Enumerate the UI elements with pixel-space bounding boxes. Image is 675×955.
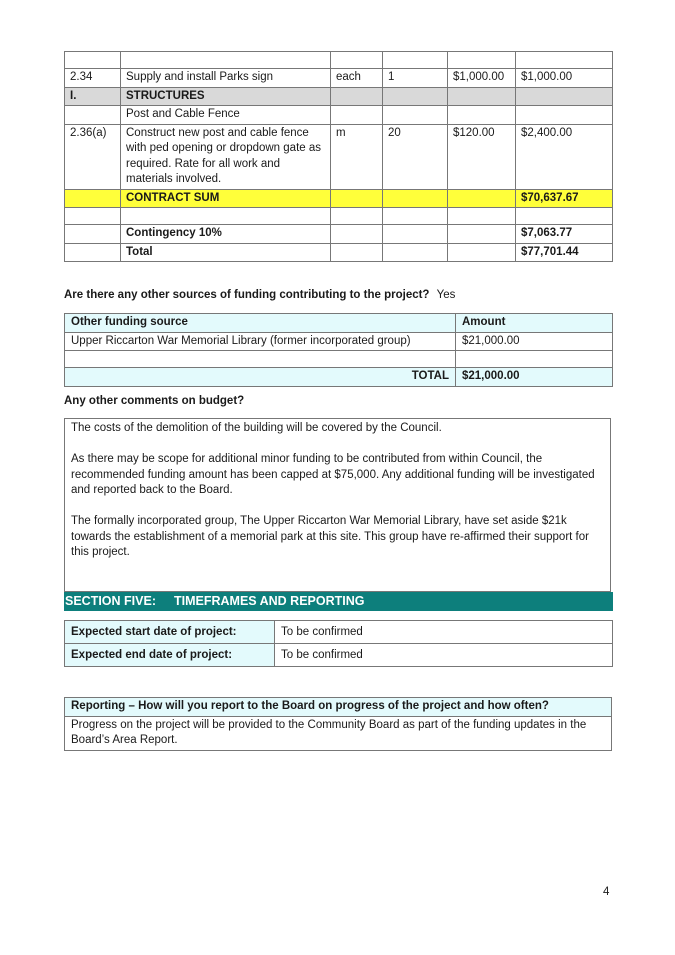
budget-amount-cell: $77,701.44 — [516, 243, 613, 262]
budget-description-cell — [121, 208, 331, 225]
budget-description-cell: Contingency 10% — [121, 225, 331, 244]
budget-quantity-cell — [383, 225, 448, 244]
budget-amount-cell — [516, 87, 613, 106]
budget-quantity-cell: 1 — [383, 69, 448, 88]
start-date-label: Expected start date of project: — [65, 621, 275, 644]
budget-rate-cell: $120.00 — [448, 124, 516, 189]
funding-row — [65, 351, 613, 368]
reporting-question-row — [65, 698, 612, 717]
budget-item-number-cell: I. — [65, 87, 121, 106]
budget-unit-cell: m — [331, 124, 383, 189]
funding-total-label: TOTAL — [65, 368, 456, 387]
budget-amount-cell: $2,400.00 — [516, 124, 613, 189]
budget-quantity-cell — [383, 243, 448, 262]
budget-item-number-cell: 2.34 — [65, 69, 121, 88]
budget-amount-cell: $70,637.67 — [516, 189, 613, 208]
budget-item-number-cell — [65, 106, 121, 125]
end-date-row — [65, 644, 613, 667]
budget-rate-cell — [448, 189, 516, 208]
budget-unit-cell — [331, 225, 383, 244]
budget-item-number-cell: 2.36(a) — [65, 124, 121, 189]
budget-rate-cell — [448, 243, 516, 262]
budget-row — [65, 87, 613, 106]
budget-row — [65, 189, 613, 208]
timeframes-table — [64, 620, 613, 667]
funding-table — [64, 313, 613, 387]
budget-table — [64, 51, 613, 262]
funding-header-row — [65, 314, 613, 333]
budget-rate-cell — [448, 87, 516, 106]
budget-description-cell — [121, 52, 331, 69]
budget-rate-cell — [448, 52, 516, 69]
budget-description-cell: Supply and install Parks sign — [121, 69, 331, 88]
budget-rate-cell — [448, 208, 516, 225]
section-number: SECTION FIVE: — [65, 594, 156, 608]
funding-question-label: Are there any other sources of funding contributing to the project? — [64, 289, 430, 301]
reporting-question: Reporting – How will you report to the Board on progress of the project and how often? — [65, 698, 612, 717]
budget-row — [65, 52, 613, 69]
budget-item-number-cell — [65, 208, 121, 225]
budget-amount-cell — [516, 52, 613, 69]
comment-paragraph: As there may be scope for additional minor funding to be contributed from within Council, the recommended funding amount has been capped at $75,000. Any additional funding will be investigated and reported back to the Board. — [71, 453, 595, 496]
budget-rate-cell — [448, 225, 516, 244]
page-number: 4 — [603, 886, 610, 898]
budget-unit-cell: each — [331, 69, 383, 88]
budget-row — [65, 225, 613, 244]
reporting-table — [64, 697, 612, 751]
budget-amount-cell: $1,000.00 — [516, 69, 613, 88]
budget-row — [65, 208, 613, 225]
budget-unit-cell — [331, 52, 383, 69]
budget-description-cell: Post and Cable Fence — [121, 106, 331, 125]
budget-row — [65, 106, 613, 125]
comments-box — [64, 418, 611, 592]
budget-amount-cell — [516, 106, 613, 125]
funding-total-row — [65, 368, 613, 387]
funding-source-cell: Upper Riccarton War Memorial Library (former incorporated group) — [65, 332, 456, 351]
section-heading — [64, 592, 613, 611]
budget-rate-cell — [448, 106, 516, 125]
budget-quantity-cell — [383, 52, 448, 69]
budget-row — [65, 69, 613, 88]
reporting-answer-row — [65, 716, 612, 750]
start-date-value: To be confirmed — [275, 621, 613, 644]
budget-description-cell: Construct new post and cable fence with ped opening or dropdown gate as required. Rate for all work and materials involved. — [121, 124, 331, 189]
budget-unit-cell — [331, 189, 383, 208]
funding-row — [65, 332, 613, 351]
end-date-value: To be confirmed — [275, 644, 613, 667]
budget-unit-cell — [331, 87, 383, 106]
comment-paragraph: The costs of the demolition of the building will be covered by the Council. — [71, 422, 442, 434]
budget-quantity-cell — [383, 208, 448, 225]
budget-quantity-cell — [383, 189, 448, 208]
budget-rate-cell: $1,000.00 — [448, 69, 516, 88]
section-title: TIMEFRAMES AND REPORTING — [173, 594, 365, 608]
funding-question — [64, 289, 455, 301]
budget-item-number-cell — [65, 225, 121, 244]
funding-amount-cell — [456, 351, 613, 368]
budget-quantity-cell: 20 — [383, 124, 448, 189]
budget-unit-cell — [331, 106, 383, 125]
funding-total-value: $21,000.00 — [456, 368, 613, 387]
comments-question: Any other comments on budget? — [64, 395, 245, 407]
budget-row — [65, 124, 613, 189]
funding-question-answer: Yes — [436, 289, 456, 301]
funding-amount-cell: $21,000.00 — [456, 332, 613, 351]
funding-source-cell — [65, 351, 456, 368]
budget-description-cell: Total — [121, 243, 331, 262]
end-date-label: Expected end date of project: — [65, 644, 275, 667]
budget-item-number-cell — [65, 189, 121, 208]
budget-unit-cell — [331, 243, 383, 262]
budget-amount-cell — [516, 208, 613, 225]
budget-item-number-cell — [65, 243, 121, 262]
budget-quantity-cell — [383, 106, 448, 125]
budget-amount-cell: $7,063.77 — [516, 225, 613, 244]
budget-description-cell: CONTRACT SUM — [121, 189, 331, 208]
budget-unit-cell — [331, 208, 383, 225]
funding-source-header: Other funding source — [65, 314, 456, 333]
budget-row — [65, 243, 613, 262]
comment-paragraph: The formally incorporated group, The Upper Riccarton War Memorial Library, have set aside $21k towards the establishment of a memorial park at this site. This group have re-affirmed their support for this project. — [71, 515, 589, 558]
reporting-answer: Progress on the project will be provided to the Community Board as part of the funding updates in the Board’s Area Report. — [65, 716, 612, 750]
budget-quantity-cell — [383, 87, 448, 106]
budget-description-cell: STRUCTURES — [121, 87, 331, 106]
budget-item-number-cell — [65, 52, 121, 69]
funding-amount-header: Amount — [456, 314, 613, 333]
start-date-row — [65, 621, 613, 644]
